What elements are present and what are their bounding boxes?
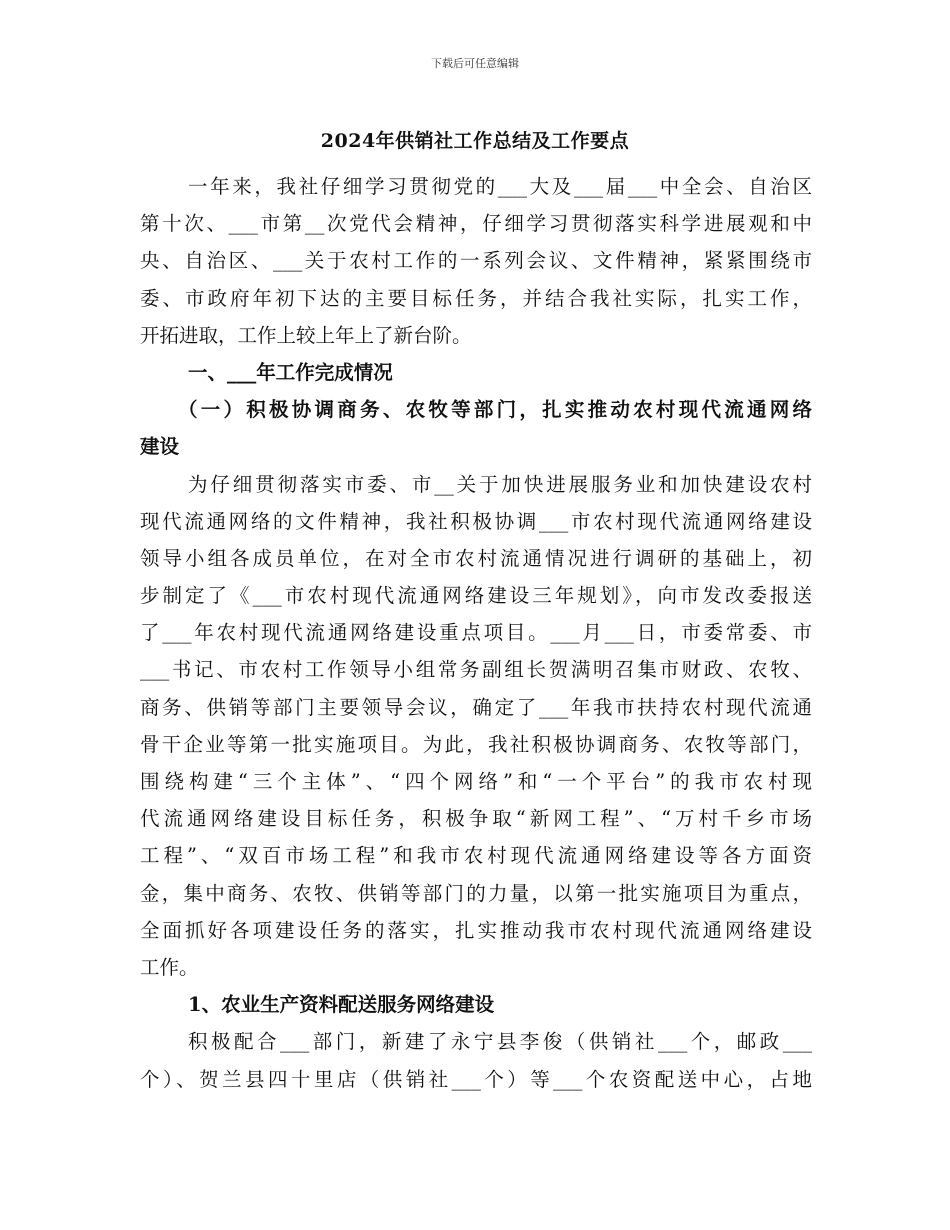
text-line: 领导小组各成员单位，在对全市农村流通情况进行调研的基础上，初 xyxy=(140,546,812,570)
text-line: 商务、供销等部门主要领导会议，确定了___年我市扶持农村现代流通 xyxy=(140,695,812,719)
text-line: 现代流通网络的文件精神，我社积极协调___市农村现代流通网络建设 xyxy=(140,509,812,533)
text-line: 围绕构建“三个主体”、“四个网络”和“一个平台”的我市农村现 xyxy=(140,770,812,793)
text-line: 1、农业生产资料配送服务网络建设 xyxy=(188,993,495,1017)
text-line: 开拓进取，工作上较上年上了新台阶。 xyxy=(140,323,472,347)
text-line: 委、市政府年初下达的主要目标任务，并结合我社实际，扎实工作， xyxy=(140,286,812,310)
text-line: 建设 xyxy=(140,435,180,459)
text-line: 积极配合___部门，新建了永宁县李俊（供销社___个，邮政___ xyxy=(188,1030,812,1054)
text-line: 代流通网络建设目标任务，积极争取“新网工程”、“万村千乡市场 xyxy=(140,807,812,831)
text-line: ___书记、市农村工作领导小组常务副组长贺满明召集市财政、农牧、 xyxy=(140,658,812,682)
document-body xyxy=(140,168,812,1098)
document-title: 2024年供销社工作总结及工作要点 xyxy=(320,130,630,152)
text-line: 一年来，我社仔细学习贯彻党的___大及___届___中全会、自治区 xyxy=(188,175,812,198)
text-line: 第十次、___市第__次党代会精神，仔细学习贯彻落实科学进展观和中 xyxy=(140,212,812,236)
text-line: 金，集中商务、农牧、供销等部门的力量，以第一批实施项目为重点， xyxy=(140,881,812,905)
text-line: 步制定了《___市农村现代流通网络建设三年规划》，向市发改委报送 xyxy=(140,584,812,608)
text-line: （一）积极协调商务、农牧等部门，扎实推动农村现代流通网络 xyxy=(178,398,812,422)
text-line: 一、___年工作完成情况 xyxy=(188,360,393,384)
text-line: 央、自治区、___关于农村工作的一系列会议、文件精神，紧紧围绕市 xyxy=(140,249,812,273)
text-line: 了___年农村现代流通网络建设重点项目。___月___日，市委常委、市 xyxy=(140,621,812,645)
text-line: 全面抓好各项建设任务的落实，扎实推动我市农村现代流通网络建设 xyxy=(140,918,812,942)
page-header-note: 下载后可任意编辑 xyxy=(431,57,519,70)
text-line: 为仔细贯彻落实市委、市__关于加快进展服务业和加快建设农村 xyxy=(188,472,812,496)
text-line: 工作。 xyxy=(140,955,199,979)
text-line: 骨干企业等第一批实施项目。为此，我社积极协调商务、农牧等部门， xyxy=(140,732,812,756)
text-line: 个）、贺兰县四十里店（供销社___个）等___个农资配送中心，占地 xyxy=(140,1067,812,1091)
text-line: 工程”、“双百市场工程”和我市农村现代流通网络建设等各方面资 xyxy=(140,844,812,868)
